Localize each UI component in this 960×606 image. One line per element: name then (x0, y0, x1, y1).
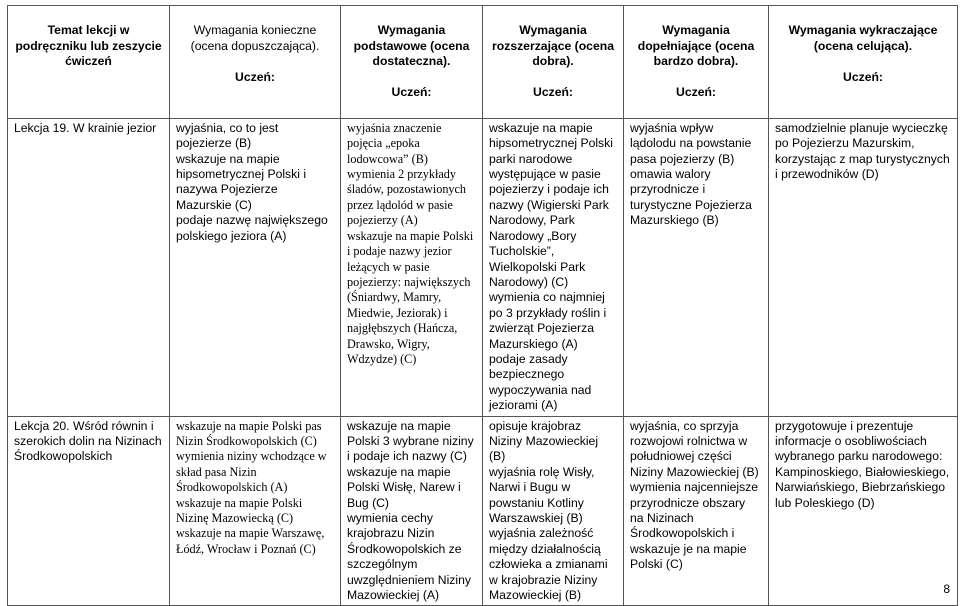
lesson-cell: Lekcja 20. Wśród równin i szerokich dolin na Nizinach Środkowopolskich (8, 416, 170, 606)
konieczne-cell: wyjaśnia, co to jest pojezierze (B) wskazuje na mapie hipsometrycznej Polski i nazywa Pojezierze Mazurskie (C) podaje nazwę największego polskiego jeziora (A) (170, 118, 341, 416)
dopelniajace-cell: wyjaśnia wpływ lądolodu na powstanie pasa pojezierzy (B) omawia walory przyrodnicze i turystyczne Pojezierza Mazurskiego (B) (624, 118, 769, 416)
requirements-table (7, 5, 958, 606)
header-lesson-topic: Temat lekcji w podręczniku lub zeszycie ćwiczeń (8, 6, 170, 119)
rozszerzajace-cell: opisuje krajobraz Niziny Mazowieckiej (B) wyjaśnia rolę Wisły, Narwi i Bugu w powstaniu Kotliny Warszawskiej (B) wyjaśnia zależność między działalnością człowieka a zmianami w krajobrazie Niziny Mazowieckiej (B) (483, 416, 624, 606)
dopelniajace-cell: wyjaśnia, co sprzyja rozwojowi rolnictwa w południowej części Niziny Mazowieckiej (B) wymienia najcenniejsze przyrodnicze obszary na Nizinach Środkowopolskich i wskazuje je na mapie Polski (C) (624, 416, 769, 606)
header-rozszerzajace: Wymagania rozszerzające (ocena dobra). Uczeń: (483, 6, 624, 119)
lesson-cell: Lekcja 19. W krainie jezior (8, 118, 170, 416)
wykraczajace-cell: samodzielnie planuje wycieczkę po Pojezierzu Mazurskim, korzystając z map turystycznych i przewodników (D) (769, 118, 958, 416)
wykraczajace-cell: przygotowuje i prezentuje informacje o osobliwościach wybranego parku narodowego: Kampinoskiego, Białowieskiego, Narwiańskiego, Biebrzańskiego lub Poleskiego (D) (769, 416, 958, 606)
header-wykraczajace: Wymagania wykraczające (ocena celująca). Uczeń: (769, 6, 958, 119)
header-podstawowe: Wymagania podstawowe (ocena dostateczna). Uczeń: (341, 6, 483, 119)
podstawowe-cell: wyjaśnia znaczenie pojęcia „epoka lodowcowa” (B) wymienia 2 przykłady śladów, pozostawionych przez lądolód w pasie pojezierzy (A) wskazuje na mapie Polski i podaje nazwy jezior leżących w pasie pojezierzy: największych (Śniardwy, Mamry, Miedwie, Jeziorak) i najgłębszych (Hańcza, Drawsko, Wigry, Wdzydze) (C) (341, 118, 483, 416)
table-row (8, 118, 958, 416)
podstawowe-cell: wskazuje na mapie Polski 3 wybrane niziny i podaje ich nazwy (C) wskazuje na mapie Polski Wisłę, Narew i Bug (C) wymienia cechy krajobrazu Nizin Środkowopolskich ze szczególnym uwzględnieniem Niziny Mazowieckiej (A) (341, 416, 483, 606)
page-number: 8 (943, 582, 950, 596)
header-row (8, 6, 958, 119)
konieczne-cell: wskazuje na mapie Polski pas Nizin Środkowopolskich (C) wymienia niziny wchodzące w skład pasa Nizin Środkowopolskich (A) wskazuje na mapie Polski Nizinę Mazowiecką (C) wskazuje na mapie Warszawę, Łódź, Wrocław i Poznań (C) (170, 416, 341, 606)
table-row (8, 416, 958, 606)
header-dopelniajace: Wymagania dopełniające (ocena bardzo dobra). Uczeń: (624, 6, 769, 119)
rozszerzajace-cell: wskazuje na mapie hipsometrycznej Polski parki narodowe występujące w pasie pojezierzy i podaje ich nazwy (Wigierski Park Narodowy, Park Narodowy „Bory Tucholskie”, Wielkopolski Park Narodowy) (C) wymienia co najmniej po 3 przykłady roślin i zwierząt Pojezierza Mazurskiego (A) podaje zasady bezpiecznego wypoczywania nad jeziorami (A) (483, 118, 624, 416)
header-konieczne: Wymagania konieczne (ocena dopuszczająca). Uczeń: (170, 6, 341, 119)
